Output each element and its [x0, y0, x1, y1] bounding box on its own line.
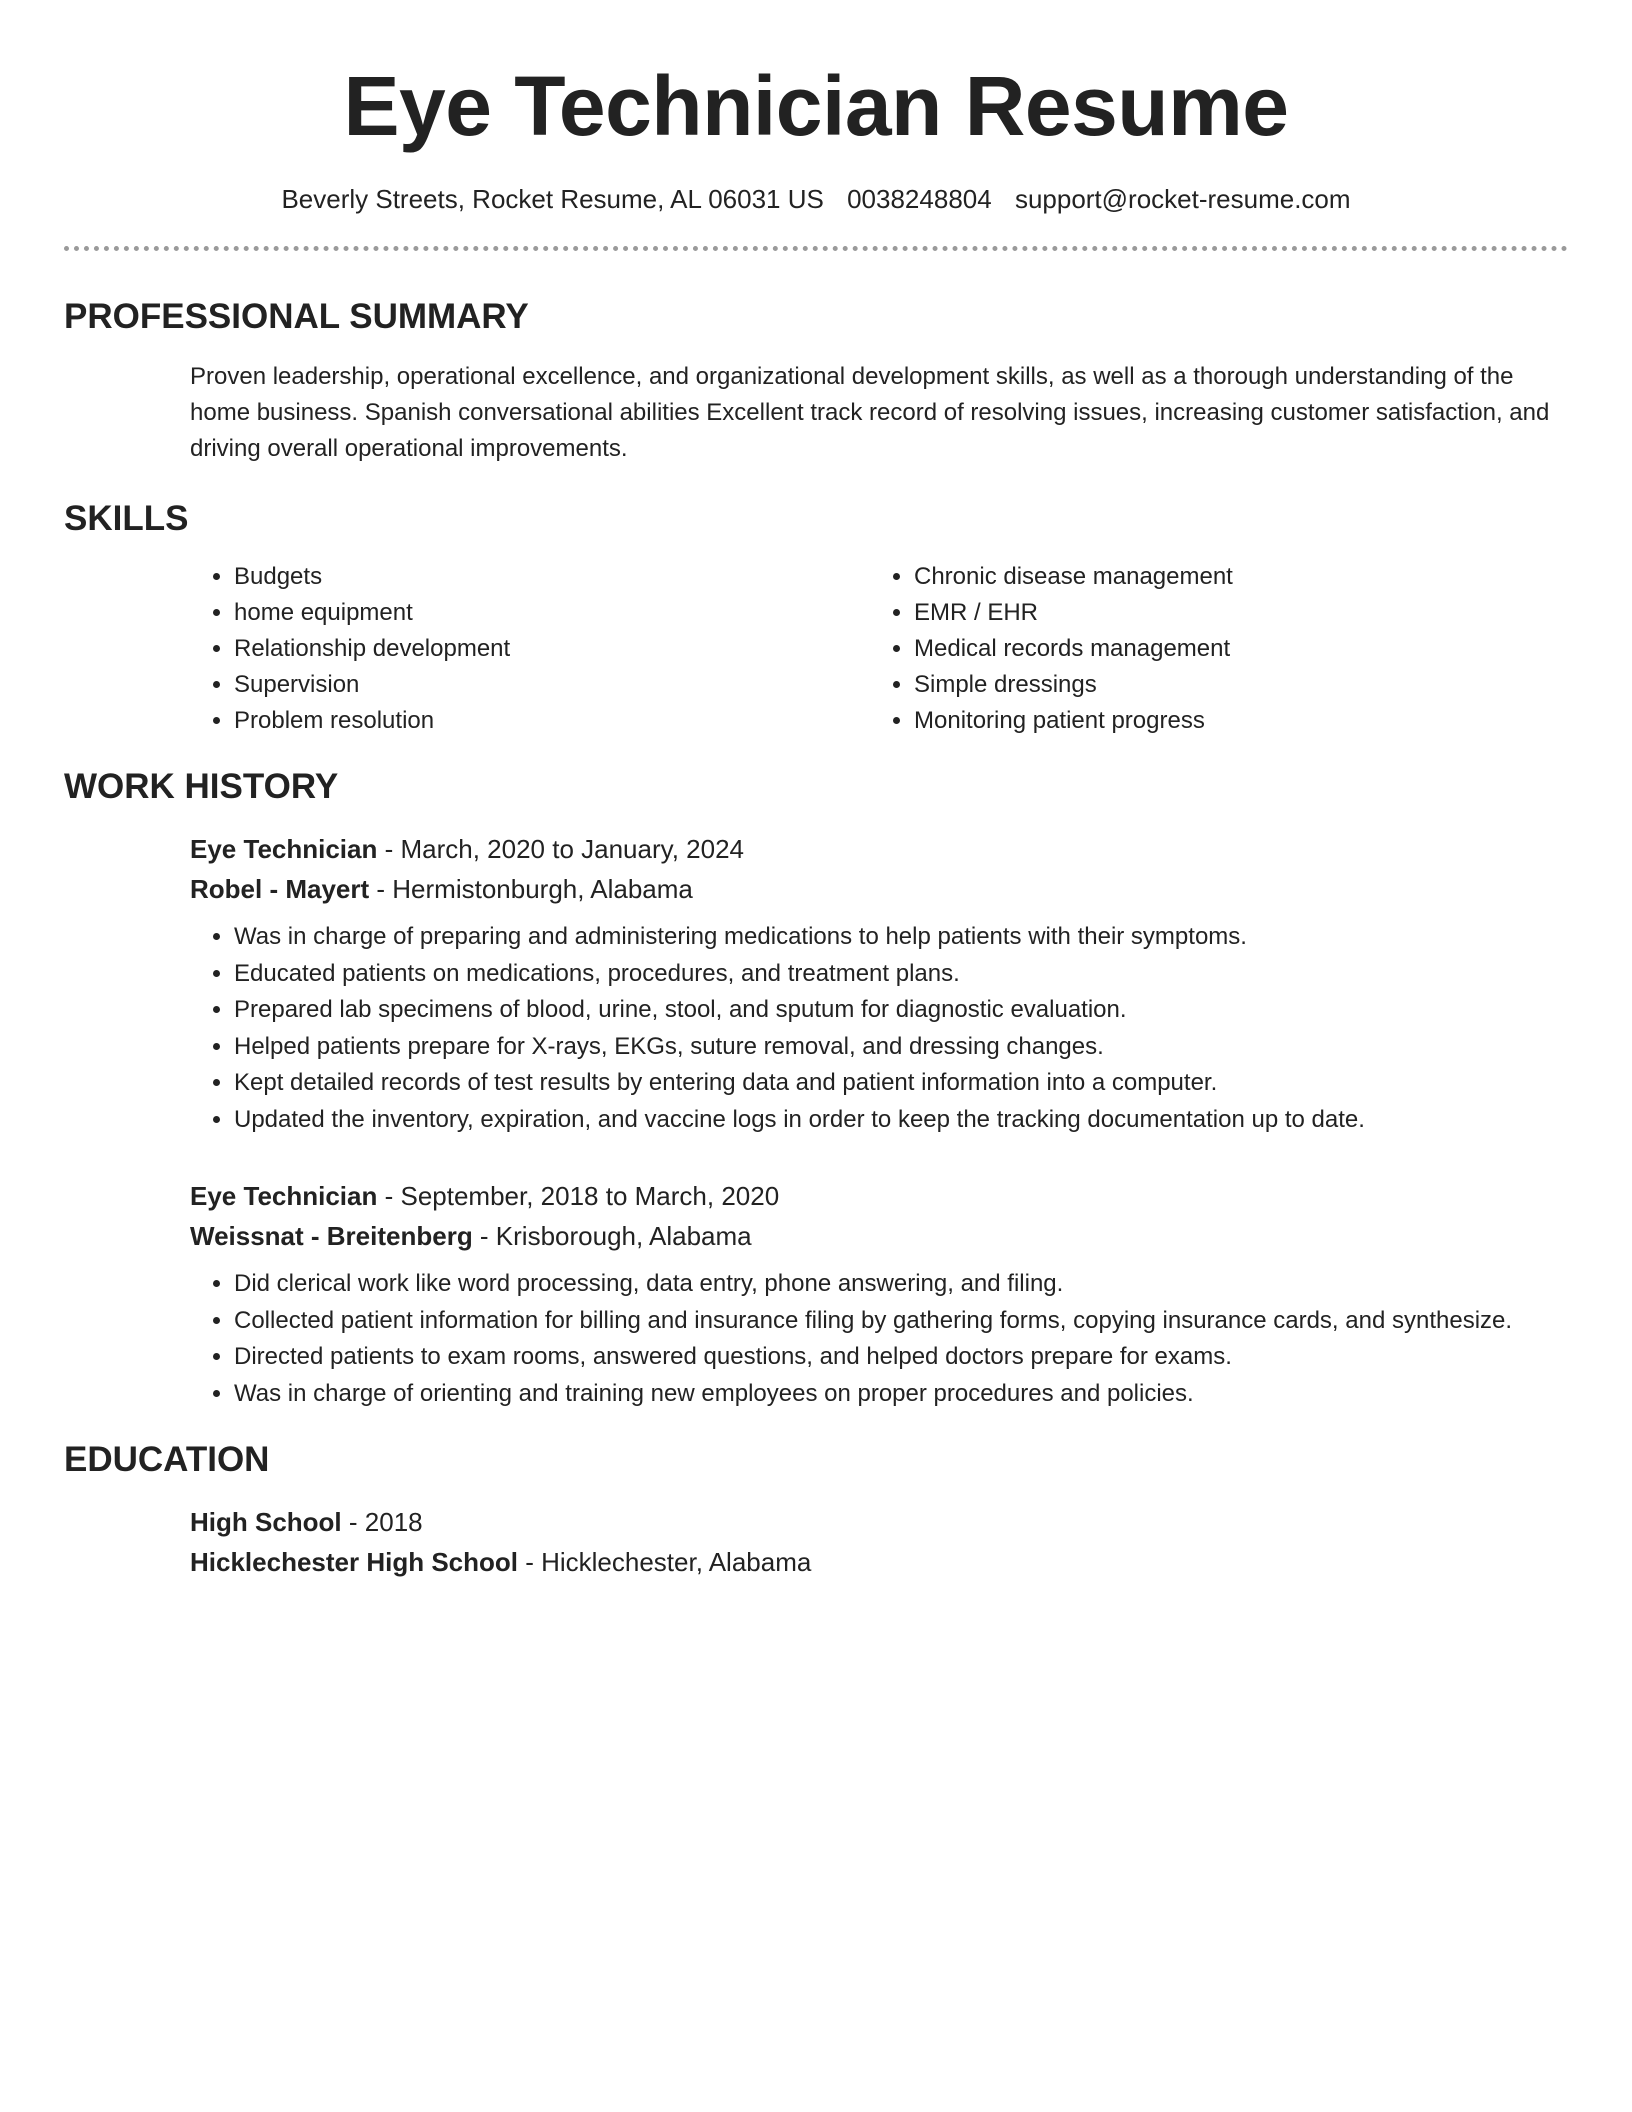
job-company: Weissnat - Breitenberg — [190, 1221, 473, 1251]
job-duty: • Prepared lab specimens of blood, urine, stool, and sputum for diagnostic evaluation. — [234, 992, 1568, 1029]
skill-item: • Problem resolution — [234, 703, 870, 739]
job-title-line — [190, 1176, 1568, 1216]
section-title-education: EDUCATION — [64, 1440, 270, 1479]
education-degree-line — [190, 1502, 1568, 1542]
resume-page — [64, 0, 1568, 1582]
skill-item: • Chronic disease management — [914, 559, 1233, 595]
job-location: - Hermistonburgh, Alabama — [369, 874, 693, 904]
job-duty: • Collected patient information for billing and insurance filing by gathering forms, copying insurance cards, and synthesize. — [234, 1303, 1568, 1340]
job-entry — [190, 1176, 1568, 1412]
contact-address: Beverly Streets, Rocket Resume, AL 06031 US — [281, 184, 824, 214]
job-title-line — [190, 829, 1568, 869]
job-company-line — [190, 869, 1568, 909]
section-title-work-history: WORK HISTORY — [64, 767, 339, 806]
education-degree: High School — [190, 1507, 342, 1537]
job-location: - Krisborough, Alabama — [472, 1221, 752, 1251]
education-year: - 2018 — [341, 1507, 423, 1537]
header-divider — [64, 246, 1568, 251]
skill-item: • Budgets — [234, 559, 870, 595]
job-duty: • Updated the inventory, expiration, and vaccine logs in order to keep the tracking documentation up to date. — [234, 1102, 1568, 1139]
job-duties — [190, 1266, 1568, 1412]
education-location: - Hicklechester, Alabama — [517, 1547, 812, 1577]
job-duty: • Did clerical work like word processing, data entry, phone answering, and filing. — [234, 1266, 1568, 1303]
education-school-line — [190, 1542, 1568, 1582]
skill-item: • Medical records management — [914, 631, 1233, 667]
skill-item: • Monitoring patient progress — [914, 703, 1233, 739]
job-dates: - March, 2020 to January, 2024 — [377, 834, 744, 864]
job-duties — [190, 919, 1568, 1138]
skills-list — [190, 559, 1568, 739]
section-title-summary: PROFESSIONAL SUMMARY — [64, 297, 529, 336]
job-duty: • Was in charge of preparing and administering medications to help patients with their symptoms. — [234, 919, 1568, 956]
job-duty: • Directed patients to exam rooms, answered questions, and helped doctors prepare for exams. — [234, 1339, 1568, 1376]
skill-item: • Simple dressings — [914, 667, 1233, 703]
skill-item: • EMR / EHR — [914, 595, 1233, 631]
skill-item: • Supervision — [234, 667, 870, 703]
job-duty: • Was in charge of orienting and training new employees on proper procedures and policies. — [234, 1376, 1568, 1413]
skills-column-left — [190, 559, 870, 739]
contact-line — [64, 182, 1568, 216]
job-duty: • Educated patients on medications, procedures, and treatment plans. — [234, 956, 1568, 993]
summary-text: Proven leadership, operational excellence, and organizational development skills, as well as a thorough understanding of the home business. Spanish conversational abilities Excellent track record of resolving issues, increasing customer satisfaction, and driving overall operational improvements. — [190, 363, 1550, 462]
job-duty: • Kept detailed records of test results by entering data and patient information into a computer. — [234, 1065, 1568, 1102]
skill-item: • Relationship development — [234, 631, 870, 667]
job-company-line — [190, 1216, 1568, 1256]
resume-title: Eye Technician Resume — [343, 59, 1289, 153]
skill-item: • home equipment — [234, 595, 870, 631]
job-entry — [190, 829, 1568, 1138]
education-school: Hicklechester High School — [190, 1547, 518, 1577]
job-position: Eye Technician — [190, 1181, 378, 1211]
skills-column-right — [870, 559, 1233, 739]
contact-email: support@rocket-resume.com — [1014, 184, 1351, 214]
contact-phone: 0038248804 — [847, 184, 992, 214]
job-duty: • Helped patients prepare for X-rays, EKGs, suture removal, and dressing changes. — [234, 1029, 1568, 1066]
job-company: Robel - Mayert — [190, 874, 370, 904]
job-position: Eye Technician — [190, 834, 378, 864]
education-entry — [190, 1502, 1568, 1582]
section-title-skills: SKILLS — [64, 499, 189, 538]
job-dates: - September, 2018 to March, 2020 — [377, 1181, 780, 1211]
